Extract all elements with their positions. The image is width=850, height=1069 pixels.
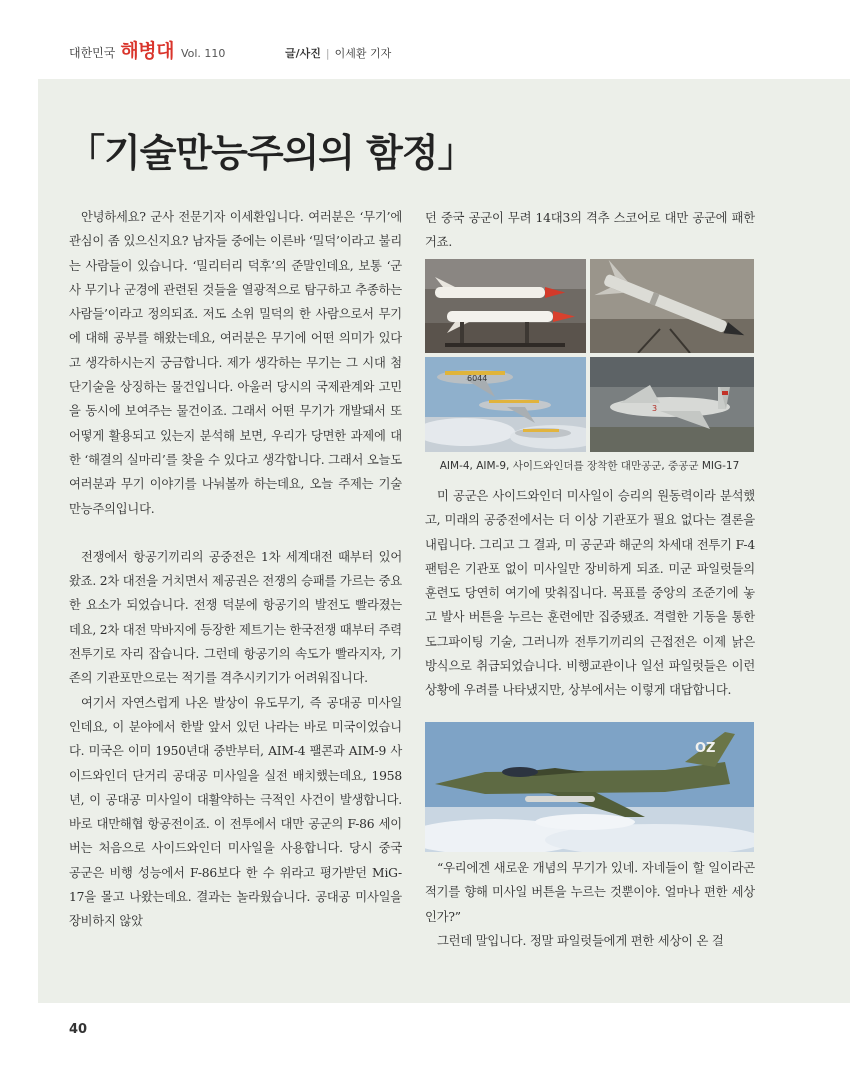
credit-separator: | [325, 47, 330, 60]
article-column-right-top [425, 206, 755, 255]
paragraph: 전쟁에서 항공기끼리의 공중전은 1차 세계대전 때부터 있어왔죠. 2차 대전을 거치면서 제공권은 전쟁의 승패를 가르는 중요한 요소가 되었습니다. 전쟁 덕분에 항공기의 발전도 빨라졌는데요, 2차 대전 막바지에 등장한 제트기는 한국전쟁 때부터 주력 전투기로 자리 잡습니다. 그런데 항공기의 속도가 빨라지자, 기존의 기관포만으로는 적기를 격추시키기가 어려워집니다. [69, 549, 402, 686]
article-column-left [69, 205, 402, 934]
article-title: 「기술만능주의의 함정」 [67, 131, 475, 175]
article-column-right-bottom [425, 856, 755, 953]
quote: “우리에겐 새로운 개념의 무기가 있네. 자네들이 할 일이라곤 적기를 향해 미사일 버튼을 누르는 것뿐이야. 얼마나 편한 세상인가?” [425, 861, 755, 924]
f86-formation-image [425, 357, 586, 452]
mig17-image [590, 357, 754, 452]
mig-serial: 3 [652, 404, 658, 413]
jet-shape [515, 428, 571, 438]
paragraph: 안녕하세요? 군사 전문기자 이세환입니다. 여러분은 ‘무기’에 관심이 좀 있으신지요? 남자들 중에는 이른바 ‘밀덕’이라고 불리는 사람들이 있습니다. ‘밀리터리 덕후’의 준말인데요, 보통 ‘군사 무기나 군경에 관련된 것들을 열광적으로 탐구하고 추종하는 사람들’이라고 정의되죠. 저도 소위 밀덕의 한 사람으로서 무기에 대해 공부를 해왔는데요, 여러분은 무기에 어떤 의미가 있다고 생각하시는지 궁금합니다. 제가 생각하는 무기는 그 시대 첨단기술을 상징하는 물건입니다. 아울러 당시의 국제관계와 고민을 동시에 보여주는 물건이죠. 그래서 어떤 무기가 개발돼서 또 어떻게 활용되고 있는지 분석해 보면, 우리가 당면한 과제에 대한 ‘해결의 실마리’를 찾을 수 있다고 생각합니다. 그래서 오늘도 여러분과 무기 이야기를 나눠볼까 하는데요, 오늘 주제는 기술만능주의입니다. [69, 210, 402, 516]
author-name: 이세환 기자 [334, 47, 392, 60]
f4-phantom-image [425, 722, 754, 852]
volume-number: Vol. 110 [180, 47, 226, 60]
missile-closeup-image [590, 259, 754, 353]
credit-label: 글/사진 [285, 47, 321, 60]
paragraph: 던 중국 공군이 무려 14대3의 격추 스코어로 대만 공군에 패한 거죠. [425, 211, 755, 250]
page-number: 40 [69, 1022, 88, 1037]
paragraph: 그런데 말입니다. 정말 파일럿들에게 편한 세상이 온 걸 [437, 933, 724, 948]
photo-f4-phantom [425, 722, 754, 852]
photo-caption: AIM-4, AIM-9, 사이드와인더를 장착한 대만공군, 중공군 MIG-17 [439, 460, 740, 472]
magazine-name: 해병대 [120, 40, 174, 62]
photo-f86-formation [425, 357, 586, 452]
jet-serial: 6044 [467, 374, 488, 383]
photo-missiles-display [425, 259, 586, 353]
photo-collage [425, 259, 754, 452]
magazine-header [69, 36, 392, 76]
magazine-prefix: 대한민국 [69, 46, 116, 60]
paragraph: 여기서 자연스럽게 나온 발상이 유도무기, 즉 공대공 미사일인데요, 이 분야에서 한발 앞서 있던 나라는 바로 미국이었습니다. 미국은 이미 1950년대 중반부터, AIM-4 팰콘과 AIM-9 사이드와인더 단거리 공대공 미사일을 실전 배치했는데요, 1958년, 이 공대공 미사일이 대활약하는 극적인 사건이 발생합니다. 바로 대만해협 항공전이죠. 이 전투에서 대만 공군의 F-86 세이버는 처음으로 사이드와인더 미사일을 사용합니다. 당시 중국 공군은 비행 성능에서 F-86보다 한 수 위라고 평가받던 MiG-17을 몰고 나왔는데요. 결과는 놀라웠습니다. 공대공 미사일을 장비하지 않았 [69, 695, 402, 929]
article-column-right-middle [425, 484, 755, 703]
author-credit [285, 45, 545, 61]
photo-mig17-ground [590, 357, 754, 452]
photo-missile-closeup [590, 259, 754, 353]
paragraph: 미 공군은 사이드와인더 미사일이 승리의 원동력이라 분석했고, 미래의 공중전에서는 더 이상 기관포가 필요 없다는 결론을 내립니다. 그리고 그 결과, 미 공군과 해군의 차세대 전투기 F-4 팬텀은 기관포 없이 미사일만 장비하게 되죠. 미군 파일럿들의 훈련도 당연히 여기에 맞춰집니다. 목표를 중앙의 조준기에 놓고 발사 버튼을 누르는 훈련에만 집중됐죠. 격렬한 기동을 통한 도그파이팅 기술, 그러니까 전투기끼리의 근접전은 이제 낡은 방식으로 취급되었습니다. 비행교관이나 일선 파일럿들은 이런 상황에 우려를 나타냈지만, 상부에서는 이렇게 대답합니다. [425, 489, 755, 698]
tail-code: OZ [695, 741, 716, 756]
missiles-display-image [425, 259, 586, 353]
